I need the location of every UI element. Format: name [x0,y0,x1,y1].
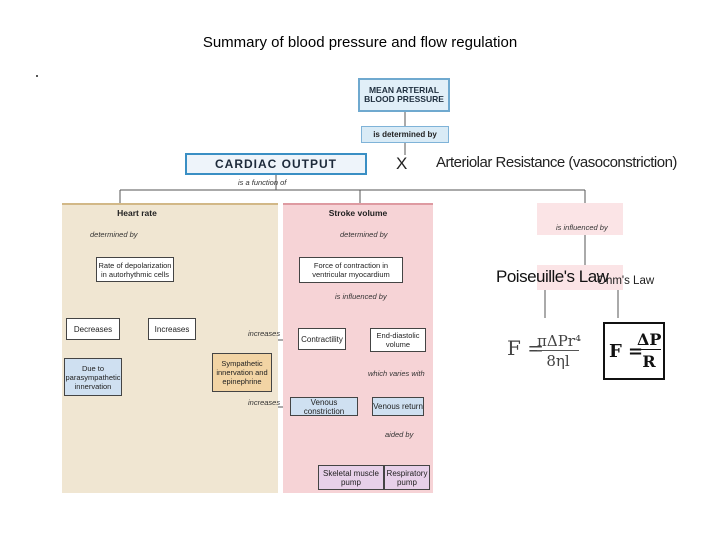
poiseuille-formula-numerator: πΔPr⁴ [537,332,581,350]
end-diastolic-volume-box: End-diastolic volume [370,328,426,352]
poiseuille-formula-lhs: F = [507,336,544,360]
poiseuille-formula-denominator: 8ηl [546,352,570,370]
ohms-law-label: Ohm's Law [597,275,655,287]
arteriolar-resistance-label: Arteriolar Resistance (vasoconstriction) [436,154,677,171]
decreases-box: Decreases [66,318,120,340]
resistance-influenced-by-label: is influenced by [556,223,608,232]
ohm-formula-denominator: R [642,352,656,371]
multiply-symbol: X [396,154,408,173]
ohm-formula-lhs: F = [609,341,644,362]
depolarization-box: Rate of depolarization in autorhythmic cells [96,257,174,282]
varies-with-label: which varies with [368,369,425,378]
is-determined-by-label: is determined by [361,126,449,143]
increases-label-1: increases [248,329,281,338]
contractility-box: Contractility [298,328,346,350]
aided-by-label: aided by [385,430,414,439]
hr-determined-by-label: determined by [90,230,138,239]
poiseuilles-law-label: Poiseuille's Law [496,267,609,286]
respiratory-pump-box: Respiratory pump [384,465,430,490]
force-of-contraction-box: Force of contraction in ventricular myocardium [299,257,403,283]
skeletal-muscle-pump-box: Skeletal muscle pump [318,465,384,490]
stroke-volume-header: Stroke volume [328,208,388,218]
ohm-formula-numerator: ΔP [637,330,662,349]
increases-label-2: increases [248,398,281,407]
sv-influenced-by-label: is influenced by [335,292,387,301]
cardiac-output-box: CARDIAC OUTPUT [185,153,367,175]
heart-rate-panel [62,203,281,493]
is-function-of-label: is a function of [238,178,287,187]
sympathetic-box: Sympathetic innervation and epinephrine [212,353,272,392]
heart-rate-header: Heart rate [117,208,157,218]
parasympathetic-box: Due to parasympathetic innervation [64,358,122,396]
venous-constriction-box: Venous constriction [290,397,358,416]
sv-determined-by-label: determined by [340,230,388,239]
mean-arterial-pressure-box: MEAN ARTERIAL BLOOD PRESSURE [358,78,450,112]
page-title: Summary of blood pressure and flow regulation [202,34,518,51]
increases-box: Increases [148,318,196,340]
venous-return-box: Venous return [372,397,424,416]
